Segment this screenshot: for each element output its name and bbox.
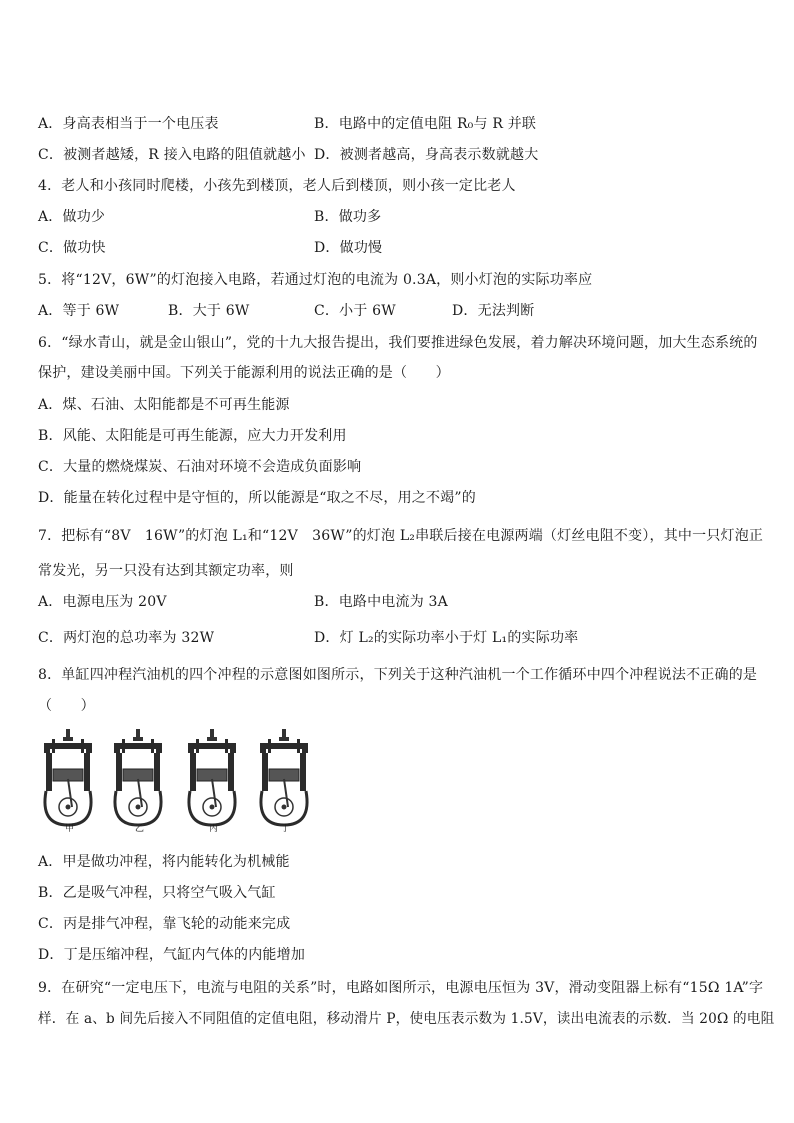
q6-option-b[interactable]: B．风能、太阳能是可再生能源，应大力开发利用 [38, 428, 347, 444]
engine-strokes-figure [36, 727, 336, 845]
q6-option-d[interactable]: D．能量在转化过程中是守恒的，所以能源是“取之不尽，用之不竭”的 [38, 490, 476, 506]
q5-option-d[interactable]: D．无法判断 [452, 303, 535, 319]
q4-option-d[interactable]: D．做功慢 [314, 240, 383, 256]
q7-stem-line1: 7．把标有“8V 16W”的灯泡 L₁和“12V 36W”的灯泡 L₂串联后接在电源两端（灯丝电阻不变），其中一只灯泡正 [38, 528, 764, 544]
q9-stem-line2: 样．在 a、b 间先后接入不同阻值的定值电阻，移动滑片 P，使电压表示数为 1.5V，读出电流表的示数．当 20Ω 的电阻 [38, 1011, 775, 1027]
q8-option-d[interactable]: D．丁是压缩冲程，气缸内气体的内能增加 [38, 947, 306, 963]
q5-option-b[interactable]: B．大于 6W [168, 303, 250, 319]
q4-option-c[interactable]: C．做功快 [38, 240, 106, 256]
q8-option-b[interactable]: B．乙是吸气冲程，只将空气吸入气缸 [38, 885, 276, 901]
q7-option-a[interactable]: A．电源电压为 20V [38, 594, 167, 610]
q6-stem-line2: 保护，建设美丽中国。下列关于能源利用的说法正确的是（ ） [38, 365, 450, 381]
q8-option-a[interactable]: A．甲是做功冲程，将内能转化为机械能 [38, 854, 290, 870]
q4-option-a[interactable]: A．做功少 [38, 209, 106, 225]
q3-option-a[interactable]: A．身高表相当于一个电压表 [38, 116, 219, 132]
q5-option-a[interactable]: A．等于 6W [38, 303, 120, 319]
q5-stem: 5．将“12V，6W”的灯泡接入电路，若通过灯泡的电流为 0.3A，则小灯泡的实际功率应 [38, 272, 593, 288]
q4-stem: 4．老人和小孩同时爬楼，小孩先到楼顶，老人后到楼顶，则小孩一定比老人 [38, 178, 516, 194]
q7-stem-line2: 常发光，另一只没有达到其额定功率，则 [38, 563, 294, 579]
q3-option-c[interactable]: C．被测者越矮，R 接入电路的阻值就越小 [38, 147, 306, 163]
q8-stem-line2: （ ） [38, 698, 95, 714]
q7-option-d[interactable]: D．灯 L₂的实际功率小于灯 L₁的实际功率 [314, 630, 579, 646]
engine-figure-bing [188, 729, 236, 825]
engine-figure-yi [114, 729, 162, 825]
engine-figure-ding [260, 729, 308, 825]
q8-option-c[interactable]: C．丙是排气冲程，靠飞轮的动能来完成 [38, 916, 291, 932]
q3-option-d[interactable]: D．被测者越高，身高表示数就越大 [314, 147, 539, 163]
q6-stem-line1: 6．“绿水青山，就是金山银山”，党的十九大报告提出，我们要推进绿色发展，着力解决环境问题，加大生态系统的 [38, 335, 758, 351]
q6-option-c[interactable]: C．大量的燃烧煤炭、石油对环境不会造成负面影响 [38, 459, 362, 475]
q8-stem-line1: 8．单缸四冲程汽油机的四个冲程的示意图如图所示，下列关于这种汽油机一个工作循环中四个冲程说法不正确的是 [38, 667, 758, 683]
q6-option-a[interactable]: A．煤、石油、太阳能都是不可再生能源 [38, 397, 290, 413]
fig-label-jia: 甲 [65, 824, 75, 834]
fig-label-bing: 丙 [209, 824, 219, 834]
fig-label-ding: 丁 [281, 824, 291, 834]
q4-option-b[interactable]: B．做功多 [314, 209, 382, 225]
q5-option-c[interactable]: C．小于 6W [314, 303, 396, 319]
fig-label-yi: 乙 [135, 824, 145, 834]
q9-stem-line1: 9．在研究“一定电压下，电流与电阻的关系”时，电路如图所示，电源电压恒为 3V，滑动变阻器上标有“15Ω 1A”字 [38, 980, 764, 996]
engine-figure-jia [44, 729, 92, 825]
q7-option-c[interactable]: C．两灯泡的总功率为 32W [38, 630, 215, 646]
q7-option-b[interactable]: B．电路中电流为 3A [314, 594, 448, 610]
q3-option-b[interactable]: B．电路中的定值电阻 R₀与 R 并联 [314, 116, 537, 132]
